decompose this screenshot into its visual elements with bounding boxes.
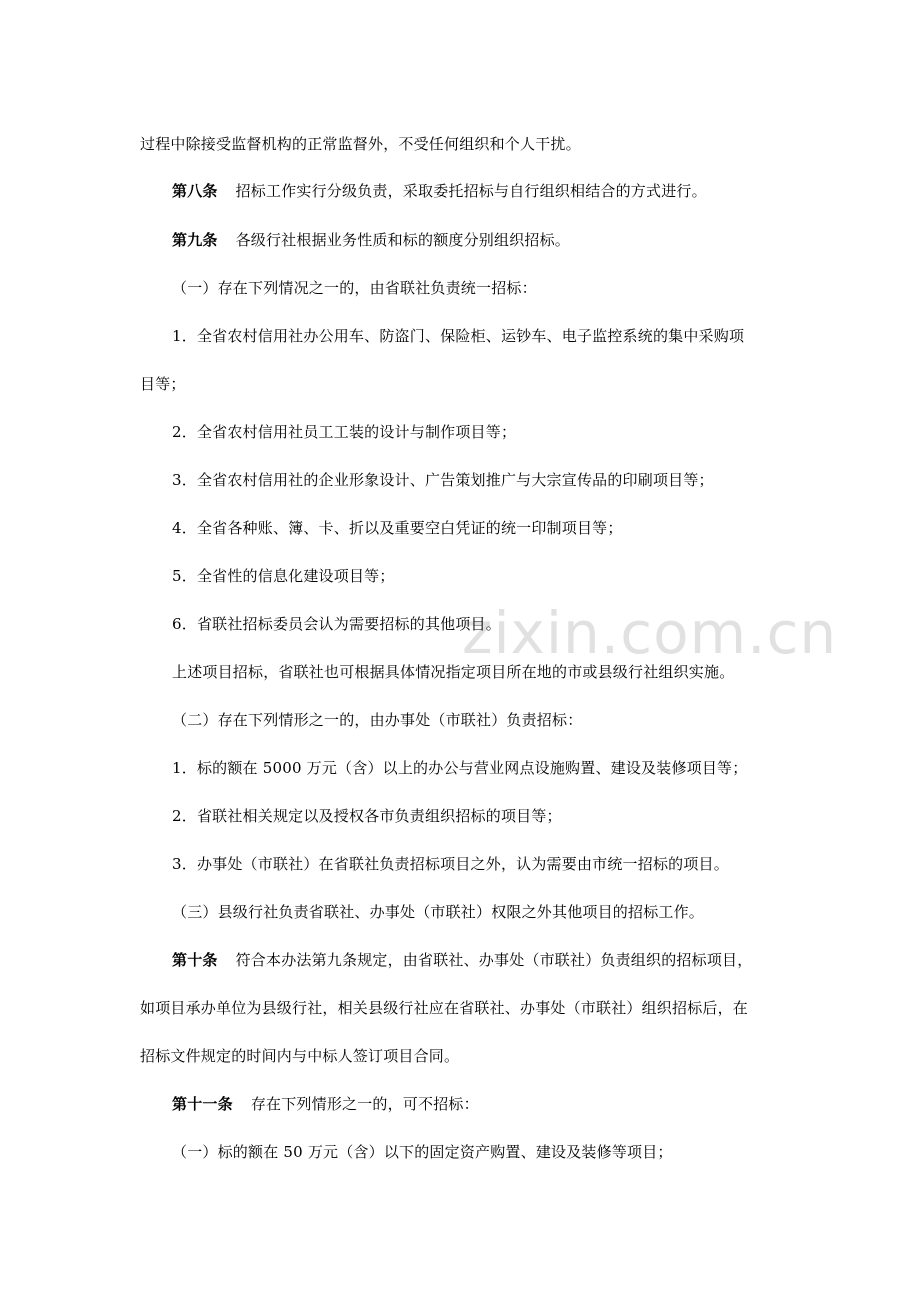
line-text: 各级行社根据业务性质和标的额度分别组织招标。 [235, 231, 571, 249]
article-9 [172, 230, 570, 250]
list-item [172, 854, 729, 874]
article-heading: 第十条 [172, 951, 218, 969]
list-item [172, 470, 714, 490]
line-text: 符合本办法第九条规定，由省联社、办事处（市联社）负责组织的招标项目， [235, 951, 753, 969]
section-2-intro [172, 710, 582, 730]
line-text: 2．省联社相关规定以及授权各市负责组织招标的项目等； [172, 807, 562, 825]
paragraph-line [172, 662, 734, 682]
paragraph-line [140, 998, 748, 1018]
paragraph-line [140, 1046, 459, 1066]
line-text: 目等； [140, 375, 186, 393]
line-text: 过程中除接受监督机构的正常监督外，不受任何组织和个人干扰。 [140, 135, 581, 153]
line-text: 6．省联社招标委员会认为需要招标的其他项目。 [172, 615, 501, 633]
paragraph-line [140, 374, 186, 394]
line-text: （一）存在下列情况之一的，由省联社负责统一招标： [172, 279, 537, 297]
list-item [172, 1142, 673, 1162]
article-8 [172, 181, 707, 201]
line-text: 1．标的额在 5000 万元（含）以上的办公与营业网点设施购置、建设及装修项目等； [172, 759, 748, 777]
article-10 [172, 950, 752, 970]
line-text: 招标文件规定的时间内与中标人签订项目合同。 [140, 1047, 460, 1065]
line-text: （一）标的额在 50 万元（含）以下的固定资产购置、建设及装修等项目； [172, 1143, 673, 1161]
list-item [172, 422, 516, 442]
line-text: 3．办事处（市联社）在省联社负责招标项目之外，认为需要由市统一招标的项目。 [172, 855, 729, 873]
line-text: 如项目承办单位为县级行社，相关县级行社应在省联社、办事处（市联社）组织招标后，在 [140, 999, 749, 1017]
line-text: （二）存在下列情形之一的，由办事处（市联社）负责招标： [172, 711, 583, 729]
line-text: 5．全省性的信息化建设项目等； [172, 567, 395, 585]
article-heading: 第十一条 [172, 1095, 233, 1113]
section-1-intro [172, 278, 537, 298]
list-item [172, 518, 623, 538]
line-text: 3．全省农村信用社的企业形象设计、广告策划推广与大宗宣传品的印刷项目等； [172, 471, 714, 489]
list-item [172, 614, 501, 634]
line-text: 1．全省农村信用社办公用车、防盗门、保险柜、运钞车、电子监控系统的集中采购项 [172, 327, 745, 345]
line-text: 4．全省各种账、簿、卡、折以及重要空白凭证的统一印制项目等； [172, 519, 623, 537]
list-item [172, 326, 744, 346]
list-item [172, 566, 395, 586]
article-heading: 第八条 [172, 182, 218, 200]
article-heading: 第九条 [172, 231, 218, 249]
section-3 [172, 902, 704, 922]
line-text: （三）县级行社负责省联社、办事处（市联社）权限之外其他项目的招标工作。 [172, 903, 705, 921]
line-text: 招标工作实行分级负责，采取委托招标与自行组织相结合的方式进行。 [235, 182, 707, 200]
line-text: 上述项目招标，省联社也可根据具体情况指定项目所在地的市或县级行社组织实施。 [172, 663, 735, 681]
line-text: 存在下列情形之一的，可不招标： [250, 1095, 479, 1113]
watermark: zixin.com.cn [462, 599, 838, 667]
list-item [172, 806, 562, 826]
list-item [172, 758, 747, 778]
paragraph-line [140, 134, 581, 154]
line-text: 2．全省农村信用社员工工装的设计与制作项目等； [172, 423, 517, 441]
article-11 [172, 1094, 479, 1114]
